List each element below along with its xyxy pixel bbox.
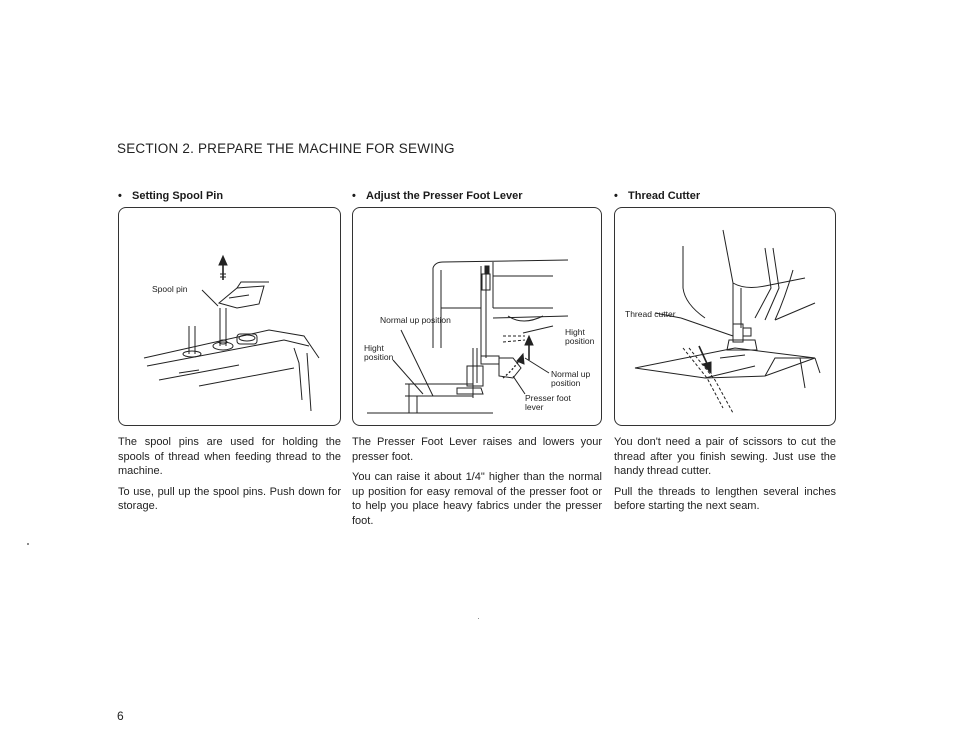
paragraph: The Presser Foot Lever raises and lowers your presser foot. [352, 436, 602, 463]
body-text-thread-cutter [614, 435, 836, 514]
spool-pin-illustration [119, 208, 341, 426]
section-title: SECTION 2. PREPARE THE MACHINE FOR SEWING [117, 141, 455, 156]
label-hight-position-right: Hight position [565, 327, 595, 346]
label-normal-up-position-right: Normal up position [551, 369, 591, 388]
bullet-icon: • [614, 190, 618, 202]
paragraph: To use, pull up the spool pins. Push down for storage. [118, 485, 341, 512]
label-normal-up-position-left: Normal up position [380, 315, 451, 325]
bullet-icon: • [352, 190, 356, 202]
column-presser-foot-lever [352, 190, 602, 534]
paragraph: You don't need a pair of scissors to cut the thread after you finish sewing. Just use the handy thread cutter. [614, 436, 836, 477]
column-thread-cutter [614, 190, 836, 520]
body-text-spool-pin [118, 435, 341, 514]
label-presser-foot-lever: Presser foot lever [525, 393, 571, 412]
label-spool-pin: Spool pin [152, 284, 188, 294]
label-hight-position-left: Hight position [364, 343, 394, 362]
column-spool-pin [118, 190, 341, 520]
label-thread-cutter: Thread cutter [625, 309, 676, 319]
heading-thread-cutter: • Thread Cutter [614, 190, 701, 202]
heading-adjust-presser-foot-lever: • Adjust the Presser Foot Lever [352, 190, 523, 202]
paragraph: The spool pins are used for holding the spools of thread when feeding thread to the machine. [118, 436, 341, 477]
scan-speck [27, 543, 29, 545]
paragraph: Pull the threads to lengthen several inches before starting the next seam. [614, 485, 836, 512]
paragraph: You can raise it about 1/4" higher than the normal up position for easy removal of the presser foot or to help you place heavy fabrics under the presser foot. [352, 471, 602, 527]
figure-spool-pin [118, 207, 341, 426]
figure-thread-cutter [614, 207, 836, 426]
scan-speck [478, 618, 479, 619]
heading-setting-spool-pin: • Setting Spool Pin [118, 190, 224, 202]
figure-presser-foot-lever [352, 207, 602, 426]
page-number: 6 [117, 709, 124, 723]
bullet-icon: • [118, 190, 122, 202]
body-text-presser-foot-lever [352, 435, 602, 528]
